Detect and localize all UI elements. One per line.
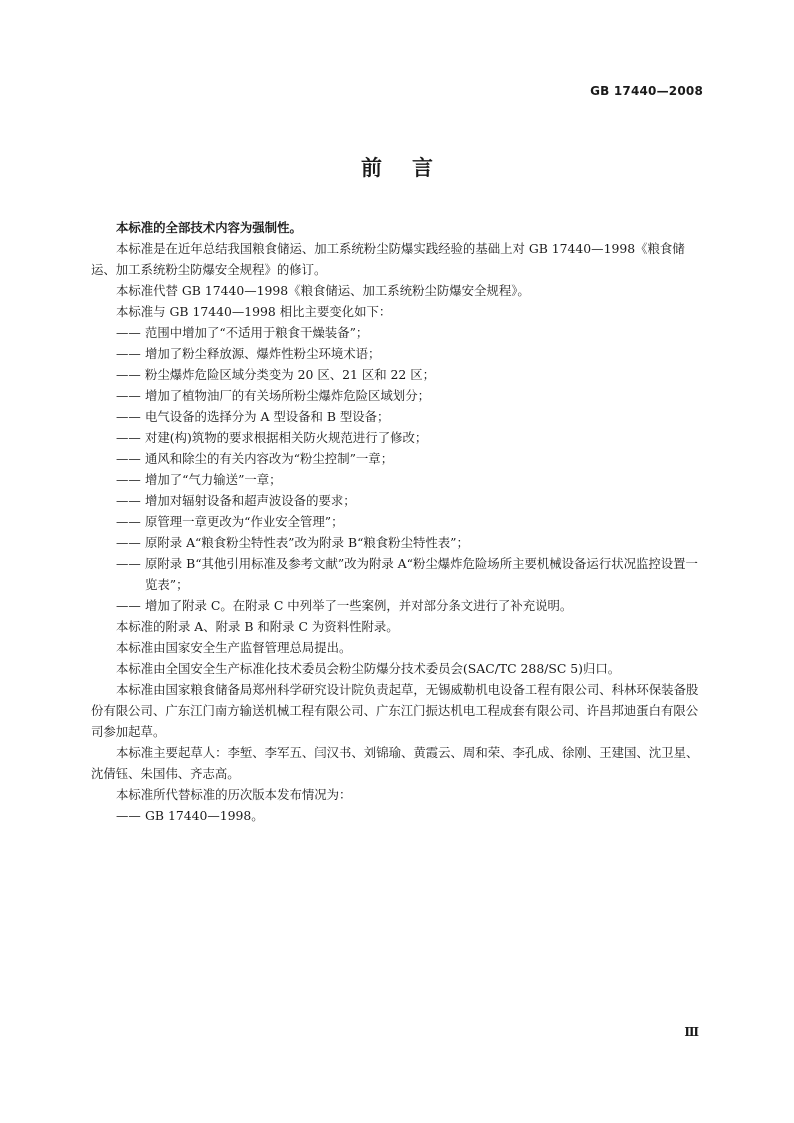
- dash-marker: ——: [116, 535, 141, 550]
- dash-marker: ——: [116, 430, 141, 445]
- paragraph-proposed-by: 本标准由国家安全生产监督管理总局提出。: [116, 640, 352, 655]
- change-item: [91, 406, 705, 427]
- dash-marker: ——: [116, 409, 141, 424]
- change-item: [91, 469, 705, 490]
- dash-marker: ——: [116, 493, 141, 508]
- change-item: [91, 595, 705, 616]
- dash-marker: ——: [116, 556, 141, 571]
- change-item: [91, 553, 705, 595]
- change-text: 增加对辐射设备和超声波设备的要求；: [145, 493, 356, 508]
- paragraph-appendices: 本标准的附录 A、附录 B 和附录 C 为资料性附录。: [116, 619, 399, 634]
- change-text: 电气设备的选择分为 A 型设备和 B 型设备；: [145, 409, 390, 424]
- dash-marker: ——: [116, 325, 141, 340]
- paragraph-replaces: 本标准代替 GB 17440—1998《粮食储运、加工系统粉尘防爆安全规程》。: [116, 283, 530, 298]
- dash-marker: ——: [116, 598, 141, 613]
- dash-marker: ——: [116, 451, 141, 466]
- dash-marker: ——: [116, 808, 141, 823]
- previous-version-text: GB 17440—1998。: [145, 808, 264, 823]
- change-item: [91, 322, 705, 343]
- paragraph-revision-basis: 本标准是在近年总结我国粮食储运、加工系统粉尘防爆实践经验的基础上对 GB 17440—1998《粮食储运、加工系统粉尘防爆安全规程》的修订。: [91, 241, 685, 277]
- change-item: [91, 427, 705, 448]
- dash-marker: ——: [116, 514, 141, 529]
- change-item: [91, 448, 705, 469]
- change-text: 增加了附录 C。在附录 C 中列举了一些案例，并对部分条文进行了补充说明。: [145, 598, 573, 613]
- change-item: [91, 532, 705, 553]
- page-title: 前言: [361, 156, 463, 180]
- change-item: [91, 490, 705, 511]
- paragraph-drafting-units: 本标准由国家粮食储备局郑州科学研究设计院负责起草，无锡威勒机电设备工程有限公司、科林环保装备股份有限公司、广东江门南方输送机械工程有限公司、广东江门振达机电工程成套有限公司、许昌邦迪蛋白有限公司参加起草。: [91, 682, 699, 739]
- change-item: [91, 364, 705, 385]
- change-item: [91, 385, 705, 406]
- change-text: 原附录 B“其他引用标准及参考文献”改为附录 A“粉尘爆炸危险场所主要机械设备运行状况监控设置一览表”；: [145, 556, 698, 592]
- change-text: 原附录 A“粮食粉尘特性表”改为附录 B“粮食粉尘特性表”；: [145, 535, 469, 550]
- change-text: 增加了植物油厂的有关场所粉尘爆炸危险区域划分；: [145, 388, 430, 403]
- dash-marker: ——: [116, 472, 141, 487]
- change-text: 范围中增加了“不适用于粮食干燥装备”；: [145, 325, 369, 340]
- previous-version-item: [91, 805, 705, 826]
- change-text: 原管理一章更改为“作业安全管理”；: [145, 514, 344, 529]
- mandatory-statement: 本标准的全部技术内容为强制性。: [116, 220, 302, 235]
- change-text: 增加了粉尘释放源、爆炸性粉尘环境术语；: [145, 346, 381, 361]
- change-text: 对建(构)筑物的要求根据相关防火规范进行了修改；: [145, 430, 428, 445]
- change-text: 增加了“气力输送”一章；: [145, 472, 282, 487]
- change-item: [91, 343, 705, 364]
- paragraph-version-history: 本标准所代替标准的历次版本发布情况为：: [116, 787, 352, 802]
- change-text: 粉尘爆炸危险区域分类变为 20 区、21 区和 22 区；: [145, 367, 436, 382]
- change-text: 通风和除尘的有关内容改为“粉尘控制”一章；: [145, 451, 394, 466]
- foreword-body: [91, 217, 705, 826]
- change-item: [91, 511, 705, 532]
- paragraph-drafters: 本标准主要起草人：李堑、李军五、闫汉书、刘锦瑜、黄霞云、周和荣、李孔成、徐刚、王建国、沈卫星、沈倩钰、朱国伟、齐志高。: [91, 745, 699, 781]
- paragraph-centralized-by: 本标准由全国安全生产标准化技术委员会粉尘防爆分技术委员会(SAC/TC 288/SC 5)归口。: [116, 661, 621, 676]
- dash-marker: ——: [116, 388, 141, 403]
- dash-marker: ——: [116, 367, 141, 382]
- dash-marker: ——: [116, 346, 141, 361]
- paragraph-changes-intro: 本标准与 GB 17440—1998 相比主要变化如下：: [116, 304, 392, 319]
- standard-code: GB 17440—2008: [590, 84, 703, 98]
- page-number: Ⅲ: [684, 1025, 699, 1039]
